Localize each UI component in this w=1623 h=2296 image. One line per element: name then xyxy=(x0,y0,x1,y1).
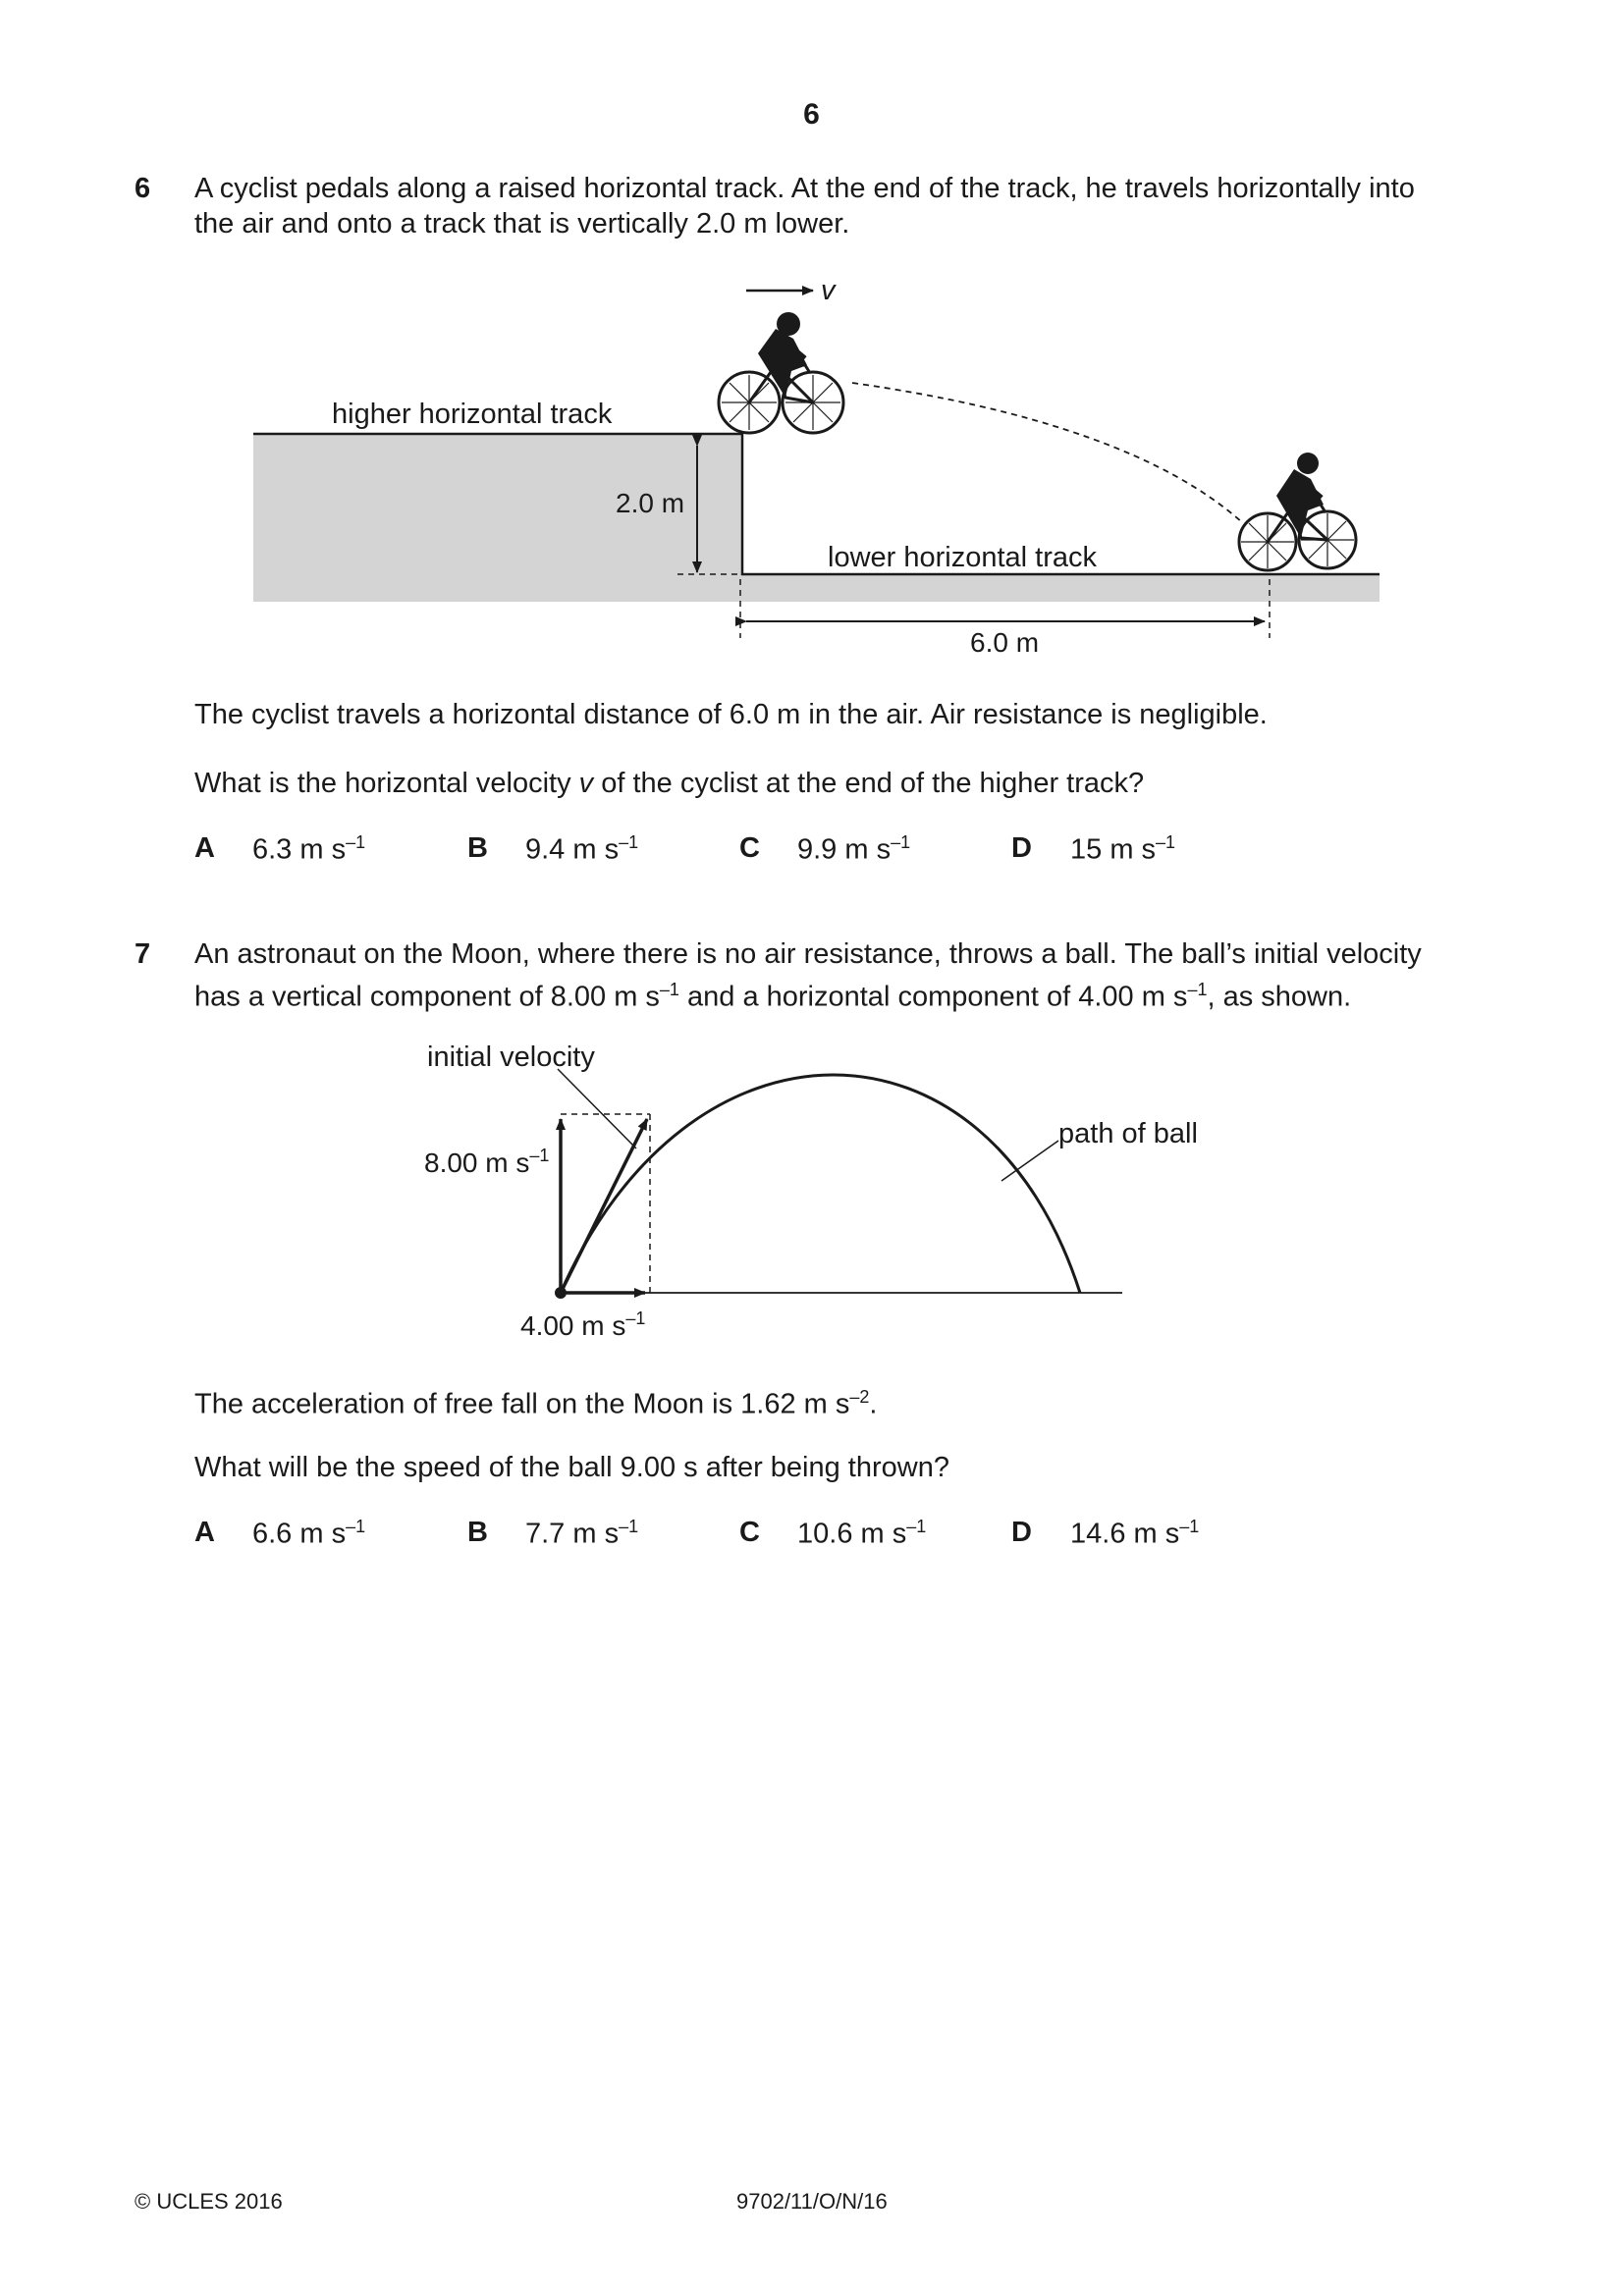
option-letter[interactable]: D xyxy=(1011,1517,1032,1548)
initial-velocity-arrow xyxy=(561,1119,647,1293)
question-6-question: What is the horizontal velocity v of the cyclist at the end of the higher track? xyxy=(194,768,1145,799)
velocity-label: v xyxy=(821,275,836,306)
initial-velocity-label: initial velocity xyxy=(427,1041,595,1073)
option-letter[interactable]: A xyxy=(194,1517,215,1548)
horizontal-component-label: 4.00 m $s^{-1}$ xyxy=(520,1308,646,1341)
option-value: 7.7 m $s^{-1}$ xyxy=(525,1517,639,1550)
path-of-ball-label: path of ball xyxy=(1058,1118,1198,1149)
option-value: 9.4 m $s^{-1}$ xyxy=(525,832,639,866)
option-value: 10.6 m $s^{-1}$ xyxy=(797,1517,927,1550)
option-letter[interactable]: C xyxy=(739,832,760,864)
footer-copyright: © UCLES 2016 xyxy=(135,2189,283,2214)
lower-track-block xyxy=(741,574,1380,602)
option-letter[interactable]: A xyxy=(194,832,215,864)
option-value: 6.6 m $s^{-1}$ xyxy=(252,1517,366,1550)
question-6-stem-line1: A cyclist pedals along a raised horizontal track. At the end of the track, he travels horizontally into xyxy=(194,173,1415,204)
cyclist-diagram xyxy=(253,275,1380,658)
ball-path xyxy=(561,1075,1080,1293)
question-7-stem-line2: has a vertical component of 8.00 m $s^{-1}$ and a horizontal component of 4.00 m $s^{-1}$, as shown. xyxy=(194,980,1352,1013)
option-letter[interactable]: D xyxy=(1011,832,1032,864)
page-number: 6 xyxy=(803,98,820,131)
vertical-component-label: 8.00 m $s^{-1}$ xyxy=(424,1146,550,1178)
question-7-question: What will be the speed of the ball 9.00 s after being thrown? xyxy=(194,1452,949,1483)
footer-paper-code: 9702/11/O/N/16 xyxy=(736,2189,888,2214)
option-value: 6.3 m $s^{-1}$ xyxy=(252,832,366,866)
option-letter[interactable]: B xyxy=(467,1517,488,1548)
option-value: 9.9 m $s^{-1}$ xyxy=(797,832,911,866)
cyclist-top-icon xyxy=(719,312,843,433)
question-7-stem-line1: An astronaut on the Moon, where there is no air resistance, throws a ball. The ball’s initial velocity xyxy=(194,938,1422,970)
question-7-info: The acceleration of free fall on the Moon is 1.62 m $s^{-2}$. xyxy=(194,1387,878,1420)
question-7-number: 7 xyxy=(135,938,151,970)
initial-velocity-leader xyxy=(558,1069,636,1148)
ball-dot xyxy=(555,1287,567,1299)
question-6-stem-line2: the air and onto a track that is vertically 2.0 m lower. xyxy=(194,208,850,240)
question-6-info: The cyclist travels a horizontal distance of 6.0 m in the air. Air resistance is negligible. xyxy=(194,699,1268,730)
option-value: 14.6 m $s^{-1}$ xyxy=(1070,1517,1200,1550)
cyclist-bottom-icon xyxy=(1239,453,1356,570)
option-letter[interactable]: C xyxy=(739,1517,760,1548)
option-value: 15 m $s^{-1}$ xyxy=(1070,832,1176,866)
question-6-number: 6 xyxy=(135,173,151,204)
distance-label: 6.0 m xyxy=(970,627,1040,658)
cyclist-trajectory xyxy=(852,383,1242,522)
height-label: 2.0 m xyxy=(616,488,685,518)
higher-track-label: higher horizontal track xyxy=(332,399,613,430)
option-letter[interactable]: B xyxy=(467,832,488,864)
projectile-diagram xyxy=(424,1041,1198,1341)
lower-track-label: lower horizontal track xyxy=(828,542,1097,573)
